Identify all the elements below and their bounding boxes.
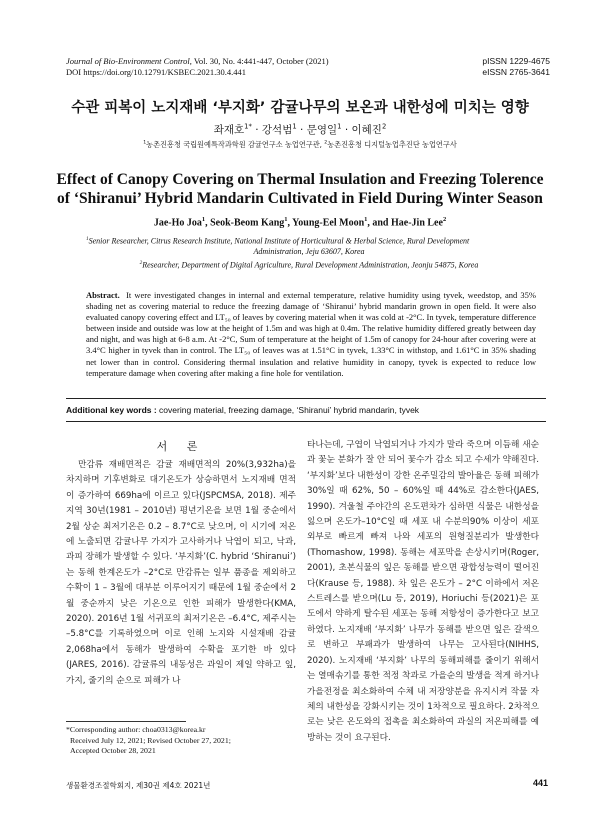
- english-authors: Jae-Ho Joa$^1$, Seok-Beom Kang$^1$, Young-Eel Moon$^1$, and Hae-Jin Lee$^2$: [153, 216, 447, 229]
- ko-separator: ·: [251, 124, 262, 136]
- journal-header: [66, 56, 329, 78]
- corresponding-author: *Corresponding author: choa0313@korea.kr: [66, 725, 206, 734]
- footnote: [66, 725, 231, 757]
- doi-link[interactable]: DOI https://doi.org/10.12791/KSBEC.2021.30.4.441: [66, 67, 247, 77]
- ko-author-1: 좌재호: [213, 124, 245, 136]
- ko-author-2-sup: 1: [292, 122, 297, 131]
- section-heading-introduction: 서 론: [156, 440, 206, 453]
- ko-author-2: 강석범: [261, 124, 293, 136]
- journal-name: Journal of Bio-Environment Control: [66, 56, 190, 66]
- en-affil-1: Senior Researcher, Citrus Research Institute, National Institute of Horticultural & Herbal Science, Rural Development: [88, 236, 470, 246]
- en-author-3: Young-Eel Moon: [292, 217, 365, 229]
- abstract: [86, 290, 536, 379]
- right-column-paragraph: 타나는데, 구엽이 낙엽되거나 가지가 말라 죽으며 이듬해 새순과 꽃눈 분화가 잘 안 되어 꽃수가 감소 되고 수세가 약해진다. ‘부지화’보다 내한성이 강한 온주밀감의 발아율은 동해 피해가 30%일 때 62%, 50 – 60%일 때 44%로 감소한다(JAES, 1990). 겨울철 주야간의 온도편차가 심하면 식물은 내한성을 잃으며 온도가–10°C일 때 세포 내 수분의90% 이상이 세포 외부로 빠르게 빠져 나와 세포의 원형질분리가 발생한다(Thomashow, 1998). 동해는 세포막을 손상시키며(Roger, 2001), 초본식물의 잎은 동해를 받으면 광합성능력이 떨어진다(Krause 등, 1988). 차 잎은 온도가 – 2°C 이하에서 저온 스트레스를 받으며(Lu 등, 2019), Horiuchi 등(2021)은 포도에서 약하게 탈수된 세포는 동해 저항성이 증가한다고 보고하였다. 노지재배 ‘부지화’ 나무가 동해를 받으면 잎은 갈색으로 변하고 부패과가 발생하여 나무는 고사된다(NIHHS, 2020). 노지재배 ‘부지화’ 나무의 동해피해를 줄이기 위해서는 열매솎기를 통한 적정 착과로 가을순의 발생을 적게 하거나 가을전정을 최소화하여 수체 내 저장양분을 유지시켜 작물 자체의 내한성을 강화시키는 것이 1차적으로 필요하다. 2차적으로는 낮은 온도와의 접촉을 최소화하여 과실의 저온피해를 예방하는 것이 요구된다.: [307, 440, 539, 743]
- ko-author-3-sup: 1: [337, 122, 342, 131]
- body-left-column: [66, 458, 296, 689]
- body-right-column: [307, 438, 539, 746]
- en-author-1: Jae-Ho Joa: [153, 217, 202, 229]
- en-author-4: and Hae-Jin Lee: [372, 217, 443, 229]
- english-title-line-2: of ‘Shiranui’ Hybrid Mandarin Cultivated in Field During Winter Season: [57, 190, 543, 207]
- en-affil-1-sup: 1: [86, 236, 89, 242]
- en-author-3-sup: 1: [364, 216, 368, 223]
- korean-authors: [0, 122, 600, 137]
- english-title-line-1: Effect of Canopy Covering on Thermal Insulation and Freezing Tolerence: [56, 171, 544, 188]
- footnote-divider: [66, 721, 186, 722]
- en-author-2: Seok-Beom Kang: [210, 217, 285, 229]
- page-number: 441: [532, 778, 548, 788]
- ko-author-1-sup: 1*: [244, 122, 252, 131]
- received-date: Received July 12, 2021; Revised October 27, 2021;: [70, 735, 231, 745]
- ko-author-4-sup: 2: [381, 122, 387, 131]
- abstract-label: Abstract.: [86, 290, 120, 300]
- korean-affiliations: [0, 140, 600, 150]
- accepted-date: Accepted October 28, 2021: [70, 746, 156, 755]
- keywords: [66, 405, 419, 415]
- en-author-2-sup: 1: [284, 216, 288, 223]
- ko-affil-2: 농촌진흥청 디지털농업추진단 농업연구사: [327, 140, 457, 149]
- english-title: [0, 170, 600, 208]
- en-author-4-sup: 2: [442, 216, 447, 223]
- ko-separator: ·: [296, 124, 307, 136]
- ko-author-3: 문영일: [306, 124, 338, 136]
- footer-journal: 생물환경조절학회지, 제30권 제4호 2021년: [66, 781, 211, 790]
- ko-author-4: 이혜진: [351, 124, 382, 136]
- ko-affil-2-sup: 2: [324, 140, 328, 146]
- abstract-text: It were investigated changes in internal and external temperature, relative humidity using tyvek, weedstop, and 35% shading net as covering material to reduce the freezing damage of ‘Shiranui’ hybrid mandarin grown in open field. It were also evaluated canopy covering effect and LT₅₀ of leaves by covering material when it was cold at -2°C. In tyvek, temperature difference between inside and outside was low at the height of 1.5m and was high at 0.4m. The relative humidity differed greatly between day and night, and was high at 6-8 a.m. At -2°C, Sum of temperature at the height of 1.5m of canopy for 24-hour after covering were at 3.4°C higher in tyvek than in control. The LT₅₀ of leaves was at 1.51°C in tyvek, 1.33°C in withstop, and 1.61°C in 35% shading net lower than in control. Considering thermal insulation and relative humidity in canopy, tyvek is expected to reduce low temperature damage when covering after making a fine hole for ventilation.: [86, 290, 537, 378]
- en-author-1-sup: 1: [201, 216, 206, 223]
- keywords-text: covering material, freezing damage, ‘Shiranui’ hybrid mandarin, tyvek: [156, 405, 420, 415]
- ko-affil-1-sup: 1: [143, 140, 147, 146]
- journal-citation: , Vol. 30, No. 4:441-447, October (2021): [189, 56, 329, 66]
- en-affil-1-cont: Administration, Jeju 63607, Korea: [253, 247, 365, 257]
- en-affil-2-sup: 2: [139, 259, 143, 266]
- ko-separator: ·: [341, 124, 352, 136]
- issn-block: [482, 56, 550, 78]
- divider-bottom: [66, 421, 546, 422]
- keywords-label: Additional key words :: [66, 405, 157, 415]
- en-affil-2: Researcher, Department of Digital Agriculture, Rural Development Administration, Jeonju 54875, Korea: [142, 260, 479, 270]
- ko-affil-1: 농촌진흥청 국립원예특작과학원 감귤연구소 농업연구관,: [146, 140, 322, 149]
- eissn: eISSN 2765-3641: [482, 67, 550, 77]
- pissn: pISSN 1229-4675: [482, 56, 550, 66]
- divider-top: [66, 398, 546, 399]
- english-affiliations: [86, 234, 532, 271]
- left-column-paragraph: 만감류 재배면적은 감귤 재배면적의 20%(3,932ha)을 차지하며 기후변화로 대기온도가 상승하면서 노지재배 면적이 증가하여 669ha에 이르고 있다(JSPCMSA, 2018). 제주지역 30년(1981 – 2010년) 평년기온을 보면 1월 중순에서 2월 상순 최저기온은 0.2 – 8.7°C로 낮으며, 이 시기에 저온에 노출되면 감귤나무 가지가 고사하거나 낙엽이 되고, 낙과, 과피 장해가 발생할 수 있다. ‘부지화’(C. hybrid ‘Shiranui’)는 동해 한계온도가 –2°C로 만감류는 일부 품종을 제외하고 수확이 1 – 3월에 대부분 이루어지기 때문에 1월 중순에서 2월 중순까지 낮은 기온으로 인한 피해가 발생한다(KMA, 2020). 2016년 1월 서귀포의 최저기온은 –6.4°C, 제주시는 –5.8°C를 기록하였으며 이로 인해 노지와 시설재배 감귤 2,068ha에서 동해가 발생하여 수확을 포기한 바 있다(JARES, 2016). 감귤류의 내동성은 과일이 제일 약하고 잎, 가지, 줄기의 순으로 피해가 나: [66, 460, 296, 686]
- korean-title: 수관 피복이 노지재배 ‘부지화’ 감귤나무의 보온과 내한성에 미치는 영향: [71, 100, 529, 116]
